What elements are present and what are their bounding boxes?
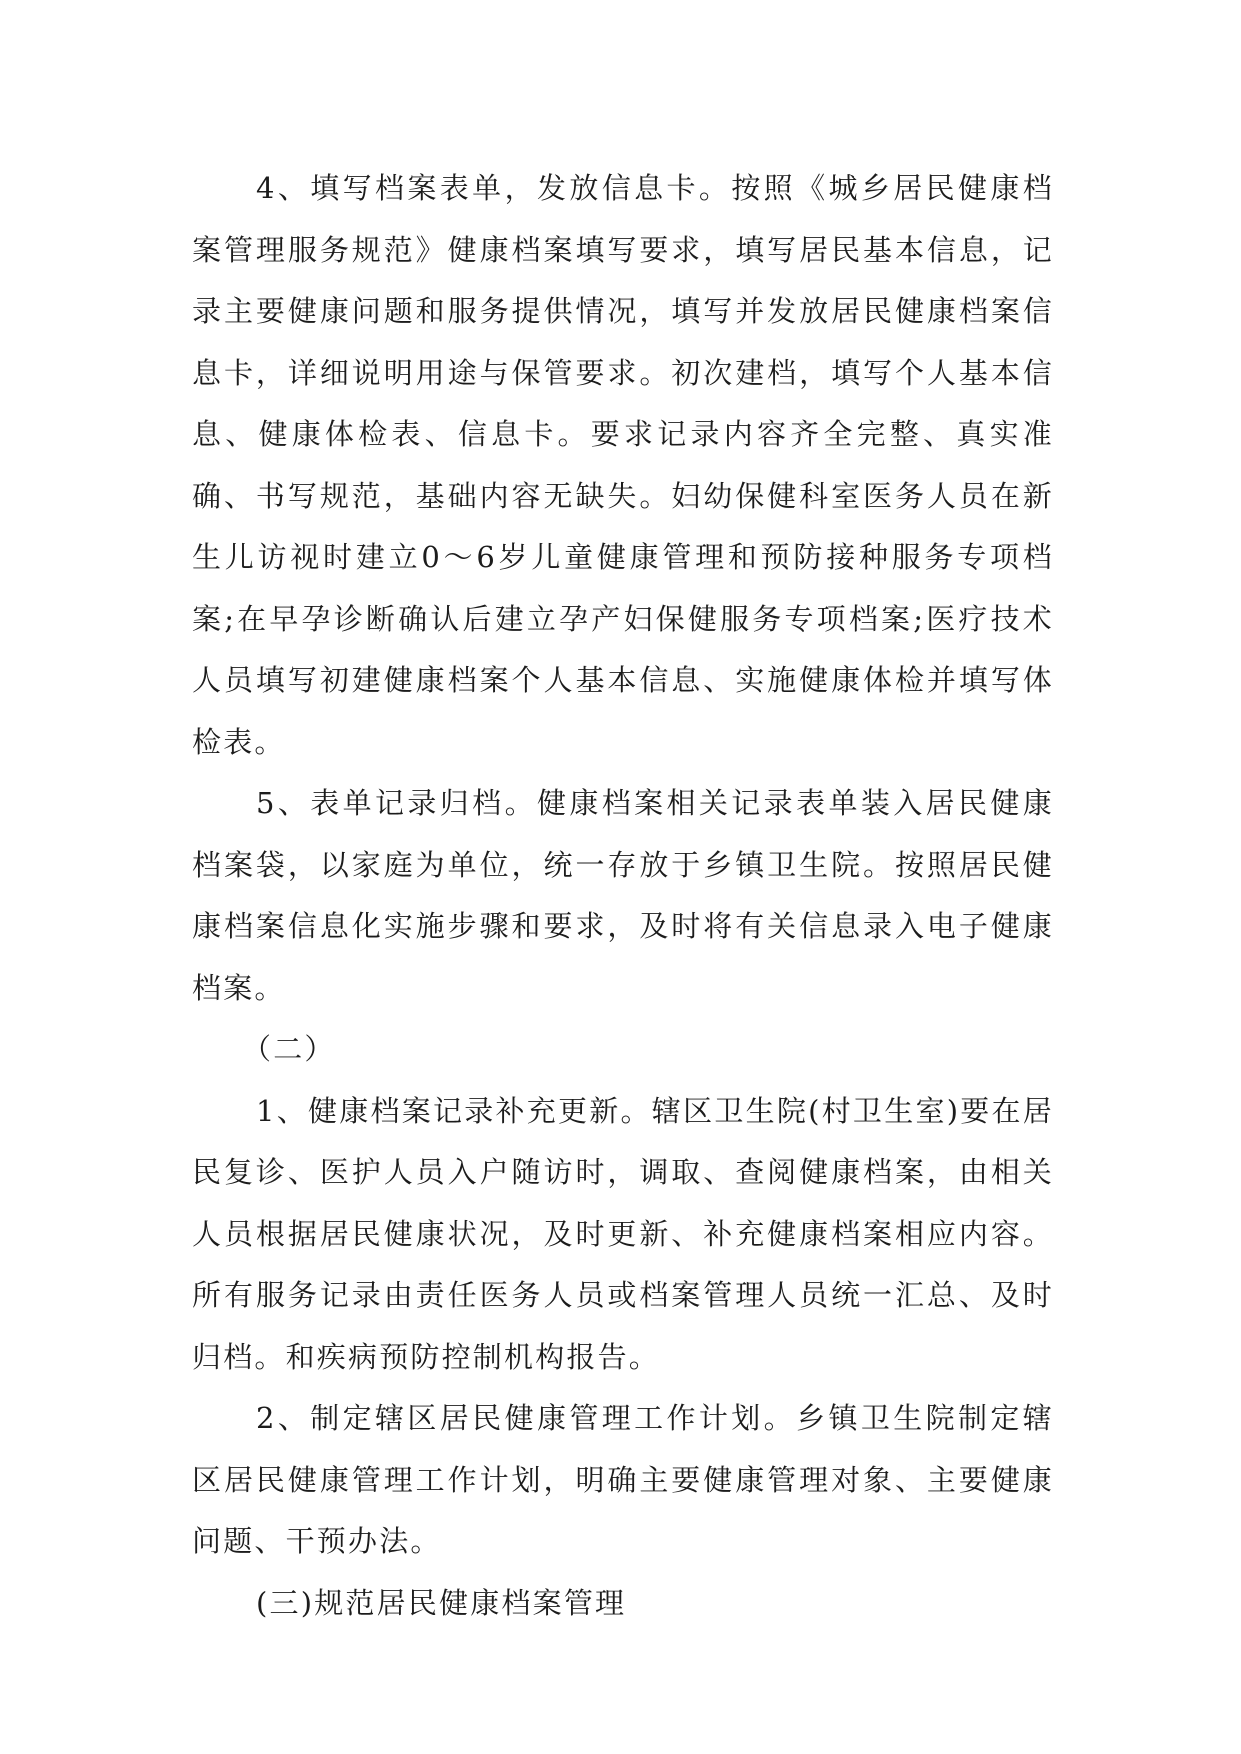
paragraph-archive-forms: 5、表单记录归档。健康档案相关记录表单装入居民健康档案袋，以家庭为单位，统一存放于乡镇卫生院。按照居民健康档案信息化实施步骤和要求，及时将有关信息录入电子健康档案。 (192, 786, 1054, 1005)
paragraph-record-update: 1、健康档案记录补充更新。辖区卫生院(村卫生室)要在居民复诊、医护人员入户随访时，调取、查阅健康档案，由相关人员根据居民健康状况，及时更新、补充健康档案相应内容。所有服务记录由责任医务人员或档案管理人员统一汇总、及时归档。和疾病预防控制机构报告。 (192, 1093, 1054, 1374)
paragraph-fill-forms: 4、填写档案表单，发放信息卡。按照《城乡居民健康档案管理服务规范》健康档案填写要求，填写居民基本信息，记录主要健康问题和服务提供情况，填写并发放居民健康档案信息卡，详细说明用途与保管要求。初次建档，填写个人基本信息、健康体检表、信息卡。要求记录内容齐全完整、真实准确、书写规范，基础内容无缺失。妇幼保健科室医务人员在新生儿访视时建立0～6岁儿童健康管理和预防接种服务专项档案;在早孕诊断确认后建立孕产妇保健服务专项档案;医疗技术人员填写初建健康档案个人基本信息、实施健康体检并填写体检表。 (192, 171, 1054, 759)
section-heading-three: (三)规范居民健康档案管理 (256, 1585, 627, 1620)
document-body (192, 158, 1054, 1634)
paragraph-work-plan: 2、制定辖区居民健康管理工作计划。乡镇卫生院制定辖区居民健康管理工作计划，明确主要健康管理对象、主要健康问题、干预办法。 (192, 1401, 1054, 1558)
section-heading-two: （二） (242, 1032, 336, 1066)
